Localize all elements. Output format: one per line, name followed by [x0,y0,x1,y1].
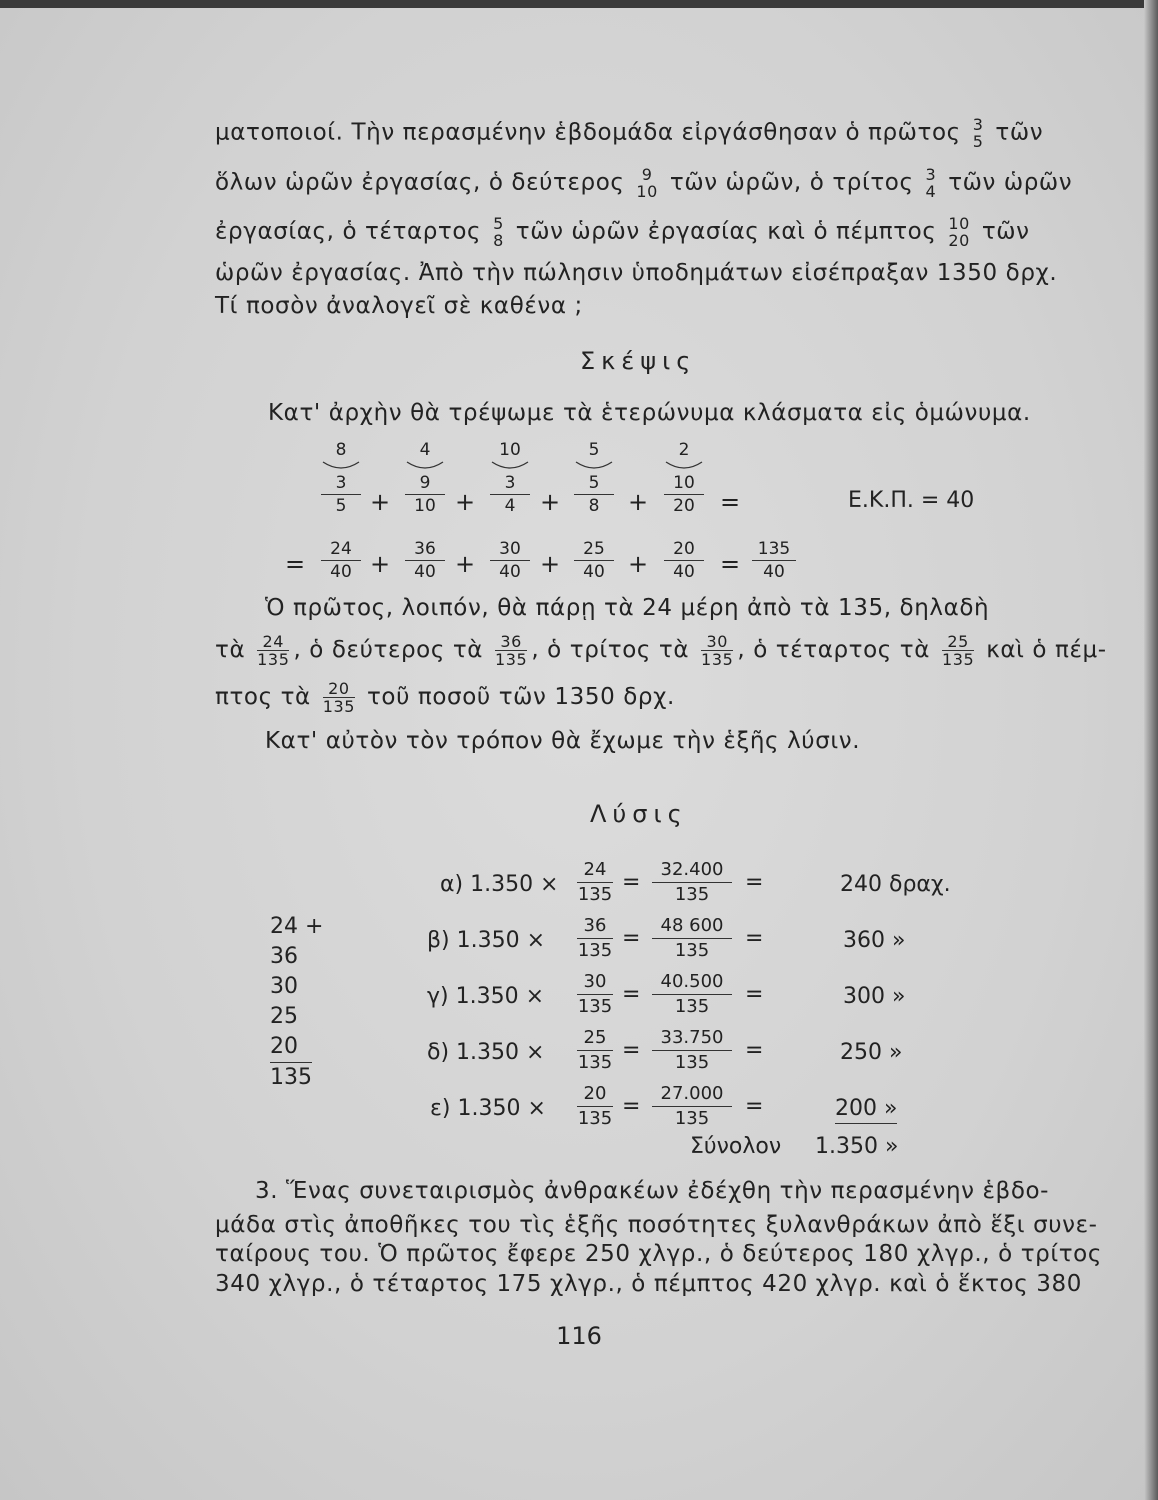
equals-sign: = [745,1038,764,1063]
converted-fraction-total: 135 40 [752,538,796,583]
scan-top-edge [0,0,1158,8]
solution-fraction: 36 135 [577,915,613,961]
equals-sign: = [622,1038,641,1063]
text: τῶν [995,119,1044,146]
solution-product: 32.400 135 [652,858,732,907]
plus-sign: + [370,550,391,578]
lcm-cell-4: 5 5 8 [574,440,614,517]
equals-sign: = [720,550,741,578]
intro-line-5: Τί ποσὸν ἀναλογεῖ σὲ καθένα ; [215,293,583,319]
solution-row-label: γ) 1.350 × [427,984,545,1009]
equals-sign: = [285,550,306,578]
text: ἐργασίας, ὁ τέταρτος [215,218,482,245]
solution-row-label: δ) 1.350 × [427,1040,545,1065]
fraction: 10 20 [948,214,970,250]
explanation-line-1: Ὁ πρῶτος, λοιπόν, θὰ πάρῃ τὰ 24 μέρη ἀπὸ τὰ 135, δηλαδὴ [265,595,990,621]
equals-sign: = [745,982,764,1007]
solution-result: 300 » [843,984,906,1009]
explanation-line-3: πτος τὰ $\frac{20}{135}$ τοῦ ποσοῦ τῶν 1350 δρχ. [215,679,675,716]
fraction: $\frac{20}{135}$ [322,679,356,716]
converted-fraction-4: 25 40 [574,538,614,583]
brace-icon [490,460,530,472]
solution-row-label: β) 1.350 × [427,928,546,953]
plus-sign: + [540,550,561,578]
solution-product: 48 600 135 [652,914,732,963]
converted-fraction-5: 20 40 [664,538,704,583]
text: τῶν ὡρῶν, ὁ τρίτος [669,169,914,196]
text: τῶν [981,218,1030,245]
explanation-line-2: τὰ $\frac{24}{135}$ , ὁ δεύτερος τὰ $\frac{36}{135}$ , ὁ τρίτος τὰ $\frac{30}{135}$ , ὁ τέταρτος τὰ $\frac{25}{135}$ καὶ ὁ πέμ- [215,632,1107,669]
fraction: 5 8 [493,214,504,250]
page-number: 116 [556,1322,602,1350]
converted-fraction-3: 30 40 [490,538,530,583]
equals-sign: = [745,1094,764,1119]
problem3-line-3: ταίρους του. Ὁ πρῶτος ἔφερε 250 χλγρ., ὁ δεύτερος 180 χλγρ., ὁ τρίτος [215,1241,1102,1267]
scan-right-edge [1144,0,1158,1500]
total-value: 1.350 » [815,1134,899,1159]
solution-result: 200 » [835,1096,897,1124]
converted-fraction-2: 36 40 [405,538,445,583]
text: τῶν ὡρῶν [948,169,1073,196]
fraction: $\frac{36}{135}$ [495,632,528,669]
sum-column: 24 + 36 30 25 20 135 [270,914,324,1090]
equals-sign: = [622,1094,641,1119]
lcm-cell-5: 2 10 20 [664,440,704,517]
heading-lysis: Λύσις [590,800,688,828]
skepsis-line: Κατ' ἀρχὴν θὰ τρέψωμε τὰ ἑτερώνυμα κλάσματα εἰς ὁμώνυμα. [268,400,1031,426]
fraction: 3 5 [972,115,984,151]
problem3-line-1: 3. Ἕνας συνεταιρισμὸς ἀνθρακέων ἐδέχθη τὴν περασμένην ἑβδο- [255,1178,1050,1204]
text: ὅλων ὡρῶν ἐργασίας, ὁ δεύτερος [215,169,625,196]
fraction: 9 10 [636,165,658,201]
problem3-line-4: 340 χλγρ., ὁ τέταρτος 175 χλγρ., ὁ πέμπτος 420 χλγρ. καὶ ὁ ἕκτος 380 [215,1271,1082,1297]
converted-fraction-1: 24 40 [321,538,361,583]
solution-fraction: 25 135 [577,1027,613,1073]
intro-line-1 [215,116,1043,150]
intro-line-2 [215,166,1072,200]
brace-icon [405,460,445,472]
text: τῶν ὡρῶν ἐργασίας καὶ ὁ πέμπτος [515,218,937,245]
plus-sign: + [628,488,649,516]
lcm-label: Ε.Κ.Π. = 40 [848,488,975,513]
fraction: $\frac{24}{135}$ [257,632,290,669]
fraction: $\frac{25}{135}$ [941,632,975,669]
fraction: 3 4 [925,165,937,201]
solution-product: 33.750 135 [652,1026,732,1075]
solution-fraction: 24 135 [577,859,613,905]
lcm-cell-2: 4 9 10 [405,440,445,517]
equals-sign: = [622,870,641,895]
intro-line-4: ὡρῶν ἐργασίας. Ἀπὸ τὴν πώλησιν ὑποδημάτων εἰσέπραξαν 1350 δρχ. [215,260,1058,286]
brace-icon [574,460,614,472]
plus-sign: + [540,488,561,516]
solution-row-label: ε) 1.350 × [430,1096,546,1121]
plus-sign: + [455,550,476,578]
heading-skepsis: Σκέψις [580,347,697,375]
solution-result: 250 » [840,1040,903,1065]
lcm-cell-1: 8 3 5 [321,440,361,517]
plus-sign: + [370,488,391,516]
equals-sign: = [745,926,764,951]
total-label: Σύνολον [690,1134,782,1159]
explanation-line-4: Κατ' αὐτὸν τὸν τρόπον θὰ ἔχωμε τὴν ἑξῆς λύσιν. [265,728,861,754]
text: ματοποιοί. Τὴν περασμένην ἑβδομάδα εἰργάσθησαν ὁ πρῶτος [215,119,961,146]
solution-fraction: 20 135 [577,1083,613,1129]
equals-sign: = [622,982,641,1007]
equals-sign: = [745,870,764,895]
plus-sign: + [628,550,649,578]
fraction: $\frac{30}{135}$ [701,632,734,669]
intro-line-3 [215,215,1030,249]
lcm-cell-3: 10 3 4 [490,440,530,517]
equals-sign: = [622,926,641,951]
solution-product: 40.500 135 [652,970,732,1019]
plus-sign: + [455,488,476,516]
brace-icon [321,460,361,472]
solution-fraction: 30 135 [577,971,613,1017]
solution-result: 240 δραχ. [840,872,951,897]
solution-row-label: α) 1.350 × [440,872,559,897]
solution-product: 27.000 135 [652,1082,732,1131]
problem3-line-2: μάδα στὶς ἀποθῆκες του τὶς ἑξῆς ποσότητες ξυλανθράκων ἀπὸ ἕξι συνε- [215,1212,1098,1238]
solution-result: 360 » [843,928,906,953]
equals-sign: = [720,488,741,516]
brace-icon [664,460,704,472]
